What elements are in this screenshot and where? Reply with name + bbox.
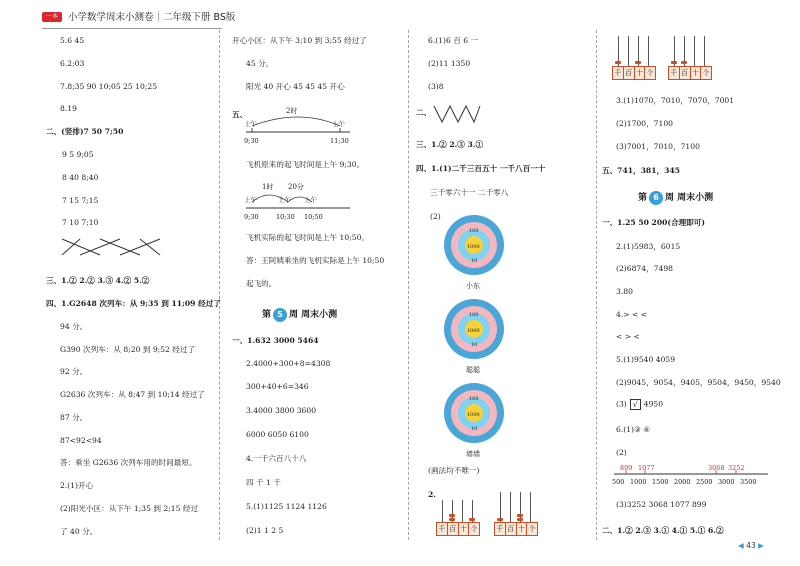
target-congcong [444, 299, 504, 374]
answer-line: (3)8 [428, 82, 444, 91]
column-divider-1 [219, 30, 220, 540]
svg-text:100: 100 [469, 312, 479, 318]
answer-line: 3.(1)1070，7010，7070，7001 [616, 96, 735, 105]
svg-text:1000: 1000 [467, 328, 480, 334]
section-line: 三、1.② 2.② 3.③ 4.② 5.② [46, 276, 150, 285]
answer-line: (3)7001，7010，7100 [616, 142, 700, 151]
answer-line: 四 千 1 千 [246, 478, 281, 487]
numberline-mark: 899 [620, 464, 633, 472]
timeline-duration: 1时 [262, 183, 274, 191]
timeline-time: 9;30 [244, 137, 259, 145]
timeline-label: 上午 [278, 196, 291, 204]
answer-line: 4.> < < [616, 310, 648, 319]
section-line: 二、(竖排)7 50 7;50 [46, 127, 124, 136]
matching-lines-diagram [60, 236, 170, 258]
svg-text:2000: 2000 [674, 478, 691, 486]
svg-text:1500: 1500 [652, 478, 669, 486]
section-line: 四、1.(1)二千三百五十 一千八百一十 [416, 164, 546, 173]
week-6-title: 第 6 周 周末小测 [638, 192, 714, 203]
answer-line: 答：乘坐 G2636 次列车用的时间最短。 [60, 458, 197, 467]
answer-line: 3.80 [616, 287, 633, 296]
section-line: 五、741，381，345 [602, 166, 680, 175]
answer-line: (2)1 1 2 5 [246, 526, 284, 535]
answer-line: 7.8;35 90 10;05 25 10;25 [60, 82, 158, 91]
svg-text:3000: 3000 [718, 478, 735, 486]
answer-line: 87 分。 [60, 413, 88, 422]
page-footer [738, 541, 764, 550]
checkbox: √ [630, 399, 641, 410]
answer-line: 7 10 7;10 [62, 218, 99, 227]
section-line: 2. [428, 490, 436, 499]
answer-line: 4.一千六百八十八 [246, 454, 307, 463]
timeline-time: 11;30 [330, 137, 349, 145]
timeline-time: 9;30 [244, 213, 259, 221]
answer-line: (2)11 1350 [428, 59, 471, 68]
answer-line: 飞机原来的起飞时间是上午 9;30。 [246, 160, 365, 169]
answer-line: 7 15 7;15 [62, 196, 99, 205]
svg-text:100: 100 [469, 228, 479, 234]
target-name: 墙墙 [466, 450, 480, 458]
answer-line: 5.(1)1125 1124 1126 [246, 502, 327, 511]
header-rule [42, 28, 222, 29]
answer-line: (2)9045，9054，9405，9504，9450，9540 [616, 378, 781, 387]
section-line: 二、 [416, 108, 432, 117]
answer-line: (2)阳光小区：从下午 1;35 到 2;15 经过 [60, 504, 199, 513]
svg-text:10: 10 [471, 258, 478, 264]
answer-line: 飞机实际的起飞时间是上午 10;50。 [246, 233, 370, 242]
section-line: 一、1.632 3000 5464 [232, 336, 319, 345]
header-title: 小学数学周末小测卷｜二年级下册 BS版 [68, 12, 236, 23]
column-divider-2 [408, 30, 409, 540]
answer-line: 94 分。 [60, 322, 88, 331]
numberline-mark: 1077 [638, 464, 655, 472]
svg-text:1000: 1000 [630, 478, 647, 486]
timeline-label: 上午 [304, 196, 317, 204]
answer-line: (画法均不唯一) [428, 466, 480, 475]
numberline-label: (2) [616, 448, 627, 457]
answer-line: (2)6874，7498 [616, 264, 674, 273]
answer-line: 三千零六十一 二千零八 [430, 188, 509, 197]
section-line: 五、 [232, 110, 248, 119]
answer-line: 300+40+6=346 [246, 382, 309, 391]
answer-line: 2.(1)开心 [60, 481, 94, 490]
svg-text:1000: 1000 [467, 412, 480, 418]
timeline-duration: 20分 [288, 183, 304, 191]
answer-line: 了 40 分。 [60, 527, 98, 536]
target-xiaodong [444, 215, 504, 290]
target-name: 小东 [466, 282, 480, 290]
timeline-duration: 2时 [286, 107, 298, 115]
next-page-icon[interactable]: ▶ [758, 541, 764, 550]
answer-line: 45 分。 [246, 59, 274, 68]
timeline-label: 上午 [244, 196, 257, 204]
answer-line: 2.(1)5983，6015 [616, 242, 681, 251]
answer-line: 3.4000 3800 3600 [246, 406, 317, 415]
svg-text:1000: 1000 [467, 244, 480, 250]
section-line: 一、1.25 50 200(合理即可) [602, 218, 705, 227]
timeline-original [244, 104, 354, 148]
answer-line: 9 5 9;05 [62, 150, 94, 159]
numberline-mark: 3068 [708, 464, 725, 472]
svg-text:3500: 3500 [740, 478, 757, 486]
section-line: 四、1.G2648 次列车：从 9;35 到 11;09 经过了 [46, 299, 221, 308]
answer-line: 6.(1)③ ④ [616, 425, 651, 434]
answer-line: 5.(1)9540 4059 [616, 355, 676, 364]
answer-line: (2) [430, 212, 441, 221]
week-number-badge: 5 [273, 308, 287, 322]
answer-line: 8.19 [60, 104, 77, 113]
answer-line: 6.2;03 [60, 59, 85, 68]
answer-line: 92 分。 [60, 367, 88, 376]
answer-line: 阳光 40 开心 45 45 45 开心 [246, 82, 345, 91]
svg-text:10: 10 [471, 426, 478, 432]
week-number-badge: 6 [649, 191, 663, 205]
week-5-title: 第 5 周 周末小测 [262, 309, 338, 320]
answer-line: 起飞的。 [246, 279, 277, 288]
answer-line: 6.(1)6 百 6 一 [428, 36, 479, 45]
timeline-label: 上午 [332, 120, 345, 128]
svg-text:10: 10 [471, 342, 478, 348]
timeline-actual [244, 180, 354, 224]
answer-line: 开心小区：从下午 3;10 到 3;55 经过了 [232, 36, 367, 45]
timeline-time: 10;50 [304, 213, 323, 221]
answer-line: 87<92<94 [60, 436, 102, 445]
answer-line: G2636 次列车：从 8;47 到 10;14 经过了 [60, 390, 205, 399]
timeline-label: 上午 [244, 120, 257, 128]
answer-line: 5.6 45 [60, 36, 85, 45]
page-header [0, 0, 800, 28]
numberline-mark: 3252 [728, 464, 745, 472]
svg-text:100: 100 [469, 396, 479, 402]
target-qiangqiang [444, 383, 504, 458]
answer-line: 2.4000+300+8=4308 [246, 359, 331, 368]
answer-line: (2)1700，7100 [616, 119, 674, 128]
brand-logo: 一本 [42, 12, 62, 22]
target-name: 聪聪 [466, 366, 480, 374]
answer-line: < > < [616, 332, 640, 341]
answer-line: G390 次列车：从 8;20 到 9;52 经过了 [60, 345, 196, 354]
page-number: 43 [746, 541, 756, 550]
answer-line: 答：王阿姨乘坐的飞机实际是上午 10;50 [246, 256, 385, 265]
prev-page-icon[interactable]: ◀ [738, 541, 744, 550]
section-line: 三、1.② 2.③ 3.① [416, 140, 484, 149]
column-divider-3 [596, 30, 597, 540]
answer-line: (3)3252 3068 1077 899 [616, 500, 707, 509]
answer-line: 8 40 8;40 [62, 173, 99, 182]
number-line [612, 462, 772, 494]
timeline-time: 10;30 [276, 213, 295, 221]
zigzag-lines-diagram [432, 104, 482, 124]
answer-line: (3) √ 4950 [616, 399, 664, 409]
svg-text:2500: 2500 [696, 478, 713, 486]
section-line: 二、1.② 2.③ 3.① 4.① 5.① 6.② [602, 526, 724, 535]
svg-text:500: 500 [612, 478, 625, 486]
answer-line: 6000 6050 6100 [246, 430, 309, 439]
